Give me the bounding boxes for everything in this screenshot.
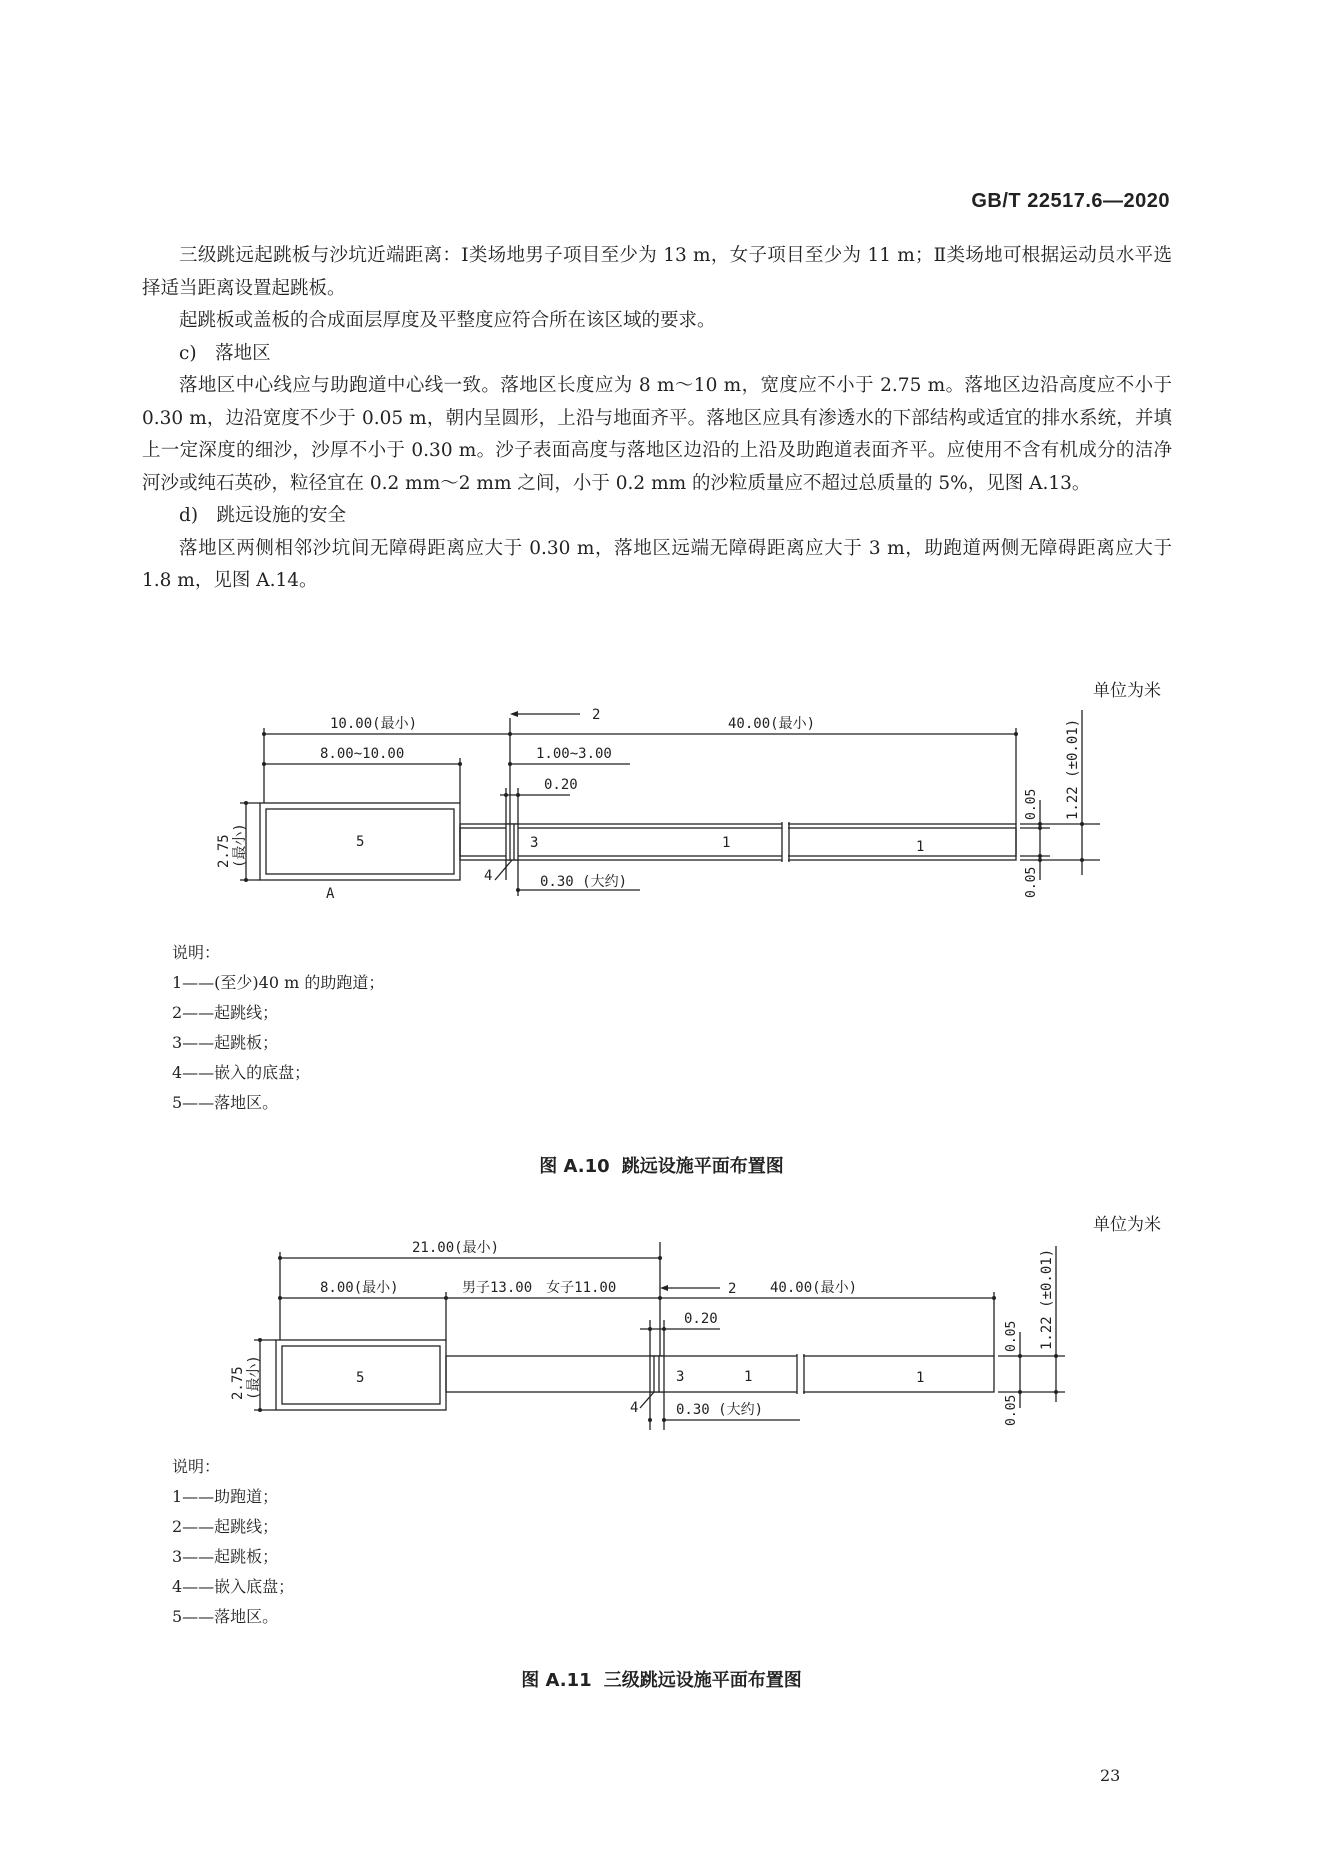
label-1b: 1 — [916, 839, 925, 855]
label-5: 5 — [356, 834, 365, 850]
figure2-diagram — [0, 1232, 1323, 1432]
legend-item: 4——嵌入的底盘； — [172, 1063, 311, 1082]
legend-item: 1——助跑道； — [172, 1487, 279, 1506]
figure1-caption — [0, 1152, 1323, 1178]
page-number: 23 — [1100, 1766, 1121, 1785]
dim-edge-top: 0.05 — [1004, 1320, 1019, 1352]
runway-inner — [460, 828, 1016, 856]
caption-number: 图 A.11 — [521, 1670, 592, 1691]
dim-pit-length: 8.00(最小) — [320, 1280, 399, 1296]
dim-pit-width-note: (最小) — [232, 823, 248, 868]
caption-title: 三级跳远设施平面布置图 — [603, 1670, 802, 1691]
caption-title: 跳远设施平面布置图 — [621, 1156, 784, 1177]
dim-runway: 40.00(最小) — [728, 716, 816, 732]
label-3: 3 — [530, 835, 539, 851]
label-1a: 1 — [744, 1369, 753, 1385]
dim-runway-width: 1.22 (±0.01) — [1065, 718, 1081, 820]
dim-edge-bottom: 0.05 — [1024, 866, 1039, 898]
dim-pit-width-note: (最小) — [246, 1355, 262, 1400]
standard-number: GB/T 22517.6—2020 — [971, 190, 1170, 212]
dim-board-width: 0.20 — [684, 1311, 718, 1327]
figure1-diagram — [0, 700, 1323, 910]
runway-outer — [446, 1356, 994, 1392]
legend-item: 5——落地区。 — [172, 1093, 279, 1112]
legend-item: 4——嵌入底盘； — [172, 1577, 295, 1596]
legend-item: 1——(至少)40 m 的助跑道； — [172, 973, 385, 992]
legend-item: 2——起跳线； — [172, 1517, 279, 1536]
legend-title: 说明： — [172, 1457, 221, 1476]
caption-number: 图 A.10 — [539, 1156, 610, 1177]
takeoff-board — [650, 1356, 664, 1392]
label-a: A — [326, 886, 335, 902]
dim-edge-bottom: 0.05 — [1004, 1394, 1019, 1426]
label-3: 3 — [676, 1369, 685, 1385]
figure2-caption — [0, 1666, 1323, 1692]
paragraph: 三级跳远起跳板与沙坑近端距离：Ⅰ类场地男子项目至少为 13 m，女子项目至少为 11 m；Ⅱ类场地可根据运动员水平选择适当距离设置起跳板。 — [142, 245, 1172, 299]
dim-runway-width: 1.22 (±0.01) — [1039, 1248, 1055, 1350]
legend-title: 说明： — [172, 943, 221, 962]
body-text — [142, 240, 1172, 598]
dim-pit-length: 8.00~10.00 — [320, 746, 405, 762]
legend-item: 5——落地区。 — [172, 1607, 279, 1626]
paragraph: 落地区中心线应与助跑道中心线一致。落地区长度应为 8 m～10 m，宽度应不小于 2.75 m。落地区边沿高度应不小于 0.30 m，边沿宽度不少于 0.05 m，朝内呈圆形，上沿与地面齐平。落地区应具有渗透水的下部结构或适宜的排水系统，并填上一定深度的细沙，沙厚不小于 0.30 m。沙子表面高度与落地区边沿的上沿及助跑道表面齐平。应使用不含有机成分的洁净河沙或纯石英砂，粒径宜在 0.2 mm～2 mm 之间，小于 0.2 mm 的沙粒质量应不超过总质量的 5%，见图 A.13。 — [142, 375, 1172, 494]
label-4: 4 — [630, 1400, 639, 1416]
dim-runway: 40.00(最小) — [770, 1280, 858, 1296]
dim-tray: 0.30 (大约) — [540, 874, 628, 890]
legend-item: 2——起跳线； — [172, 1003, 279, 1022]
legend-item: 3——起跳板； — [172, 1033, 279, 1052]
paragraph: 落地区两侧相邻沙坑间无障碍距离应大于 0.30 m，落地区远端无障碍距离应大于 3 m，助跑道两侧无障碍距离应大于 1.8 m，见图 A.14。 — [142, 537, 1172, 591]
label-4: 4 — [484, 868, 493, 884]
label-2: 2 — [592, 707, 601, 723]
takeoff-board — [506, 824, 518, 860]
dim-board-range: 1.00~3.00 — [536, 746, 612, 762]
dim-pit-width: 2.75 — [216, 834, 232, 868]
legend-item: 3——起跳板； — [172, 1547, 279, 1566]
figure2-unit: 单位为米 — [1093, 1215, 1161, 1235]
runway-outer — [460, 824, 1016, 860]
figure1-unit: 单位为米 — [1093, 681, 1161, 701]
label-1a: 1 — [722, 835, 731, 851]
paragraph: 起跳板或盖板的合成面层厚度及平整度应符合所在该区域的要求。 — [179, 310, 716, 331]
section-heading-d: d) 跳远设施的安全 — [179, 505, 347, 526]
label-5: 5 — [356, 1370, 365, 1386]
section-heading-c: c) 落地区 — [179, 342, 271, 364]
dim-total-left: 21.00(最小) — [412, 1240, 500, 1256]
label-1b: 1 — [916, 1370, 925, 1386]
figure2-legend — [172, 1452, 294, 1632]
dim-edge-top: 0.05 — [1024, 788, 1039, 820]
dim-board-width: 0.20 — [544, 777, 578, 793]
dim-pit-width: 2.75 — [230, 1366, 246, 1400]
dim-tray: 0.30 (大约) — [676, 1402, 764, 1418]
dim-total-left: 10.00(最小) — [330, 716, 418, 732]
figure1-legend — [172, 938, 384, 1118]
dim-board-distance: 男子13.00 女子11.00 — [462, 1280, 617, 1296]
label-2: 2 — [728, 1281, 737, 1297]
